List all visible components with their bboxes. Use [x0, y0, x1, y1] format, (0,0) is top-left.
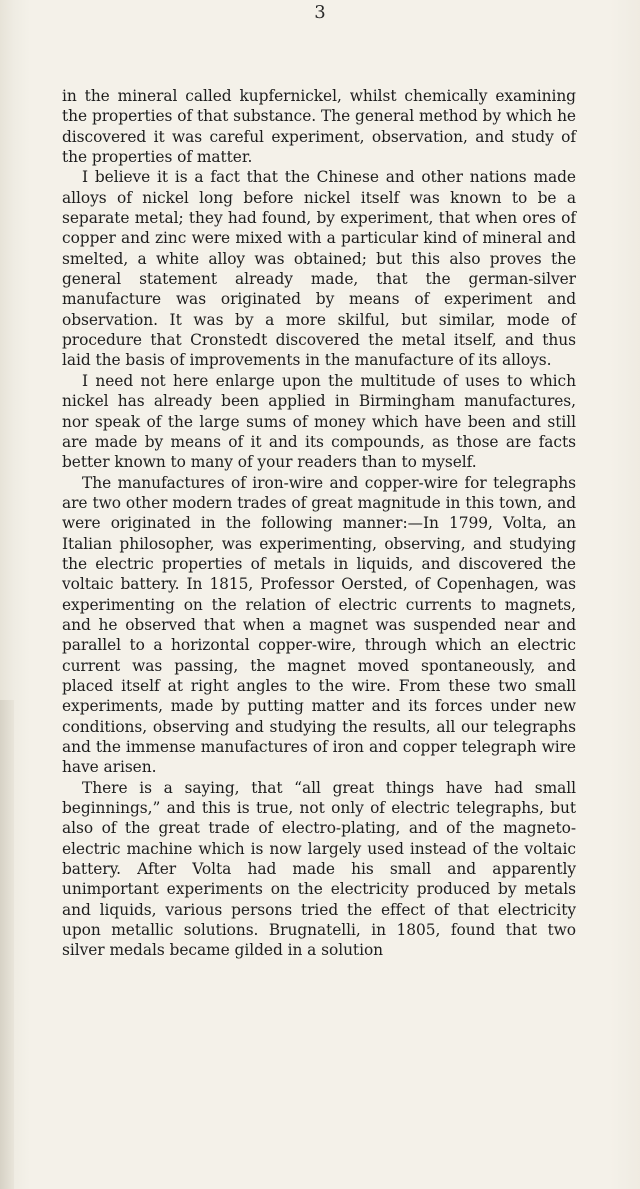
paragraph-1: in the mineral called kupfernickel, whilst chemically examining the properties of that substance. The general method by which he discovered it was careful experiment, observation, and study of the properties of matter.	[62, 87, 576, 167]
paragraph-5: There is a saying, that “all great things have had small beginnings,” and this is true, not only of electric telegraphs, but also of the great trade of electro-plating, and of the magneto-electric machine which is now largely used instead of the voltaic battery. After Volta had made his small and apparently unimportant experiments on the electricity produced by metals and liquids, various persons tried the effect of that electricity upon metallic solutions. Brugnatelli, in 1805, found that two silver medals became gilded in a solution	[62, 778, 576, 960]
body-text	[62, 86, 576, 961]
paragraph-4: The manufactures of iron-wire and copper-wire for telegraphs are two other modern trades of great magnitude in this town, and were originated in the following manner:—In 1799, Volta, an Italian philosopher, was experimenting, observing, and studying the electric properties of metals in liquids, and discovered the voltaic battery. In 1815, Professor Oersted, of Copenhagen, was experimenting on the relation of electric currents to magnets, and he observed that when a magnet was suspended near and parallel to a horizontal copper-wire, through which an electric current was passing, the magnet moved spontaneously, and placed itself at right angles to the wire. From these two small experiments, made by putting matter and its forces under new conditions, observing and studying the results, all our telegraphs and the immense manufactures of iron and copper telegraph wire have arisen.	[62, 473, 576, 777]
paragraph-2: I believe it is a fact that the Chinese and other nations made alloys of nickel long before nickel itself was known to be a separate metal; they had found, by experiment, that when ores of copper and zinc were mixed with a particular kind of mineral and smelted, a white alloy was obtained; but this also proves the general statement already made, that the german-silver manufacture was originated by means of experiment and observation. It was by a more skilful, but similar, mode of procedure that Cronstedt discovered the metal itself, and thus laid the basis of improvements in the manufacture of its alloys.	[62, 168, 576, 370]
paragraph-3: I need not here enlarge upon the multitude of uses to which nickel has already been applied in Birmingham manufactures, nor speak of the large sums of money which have been and still are made by means of it and its compounds, as those are facts better known to many of your readers than to myself.	[62, 371, 576, 472]
binding-shadow	[0, 700, 14, 1189]
page-number: 3	[314, 2, 326, 23]
